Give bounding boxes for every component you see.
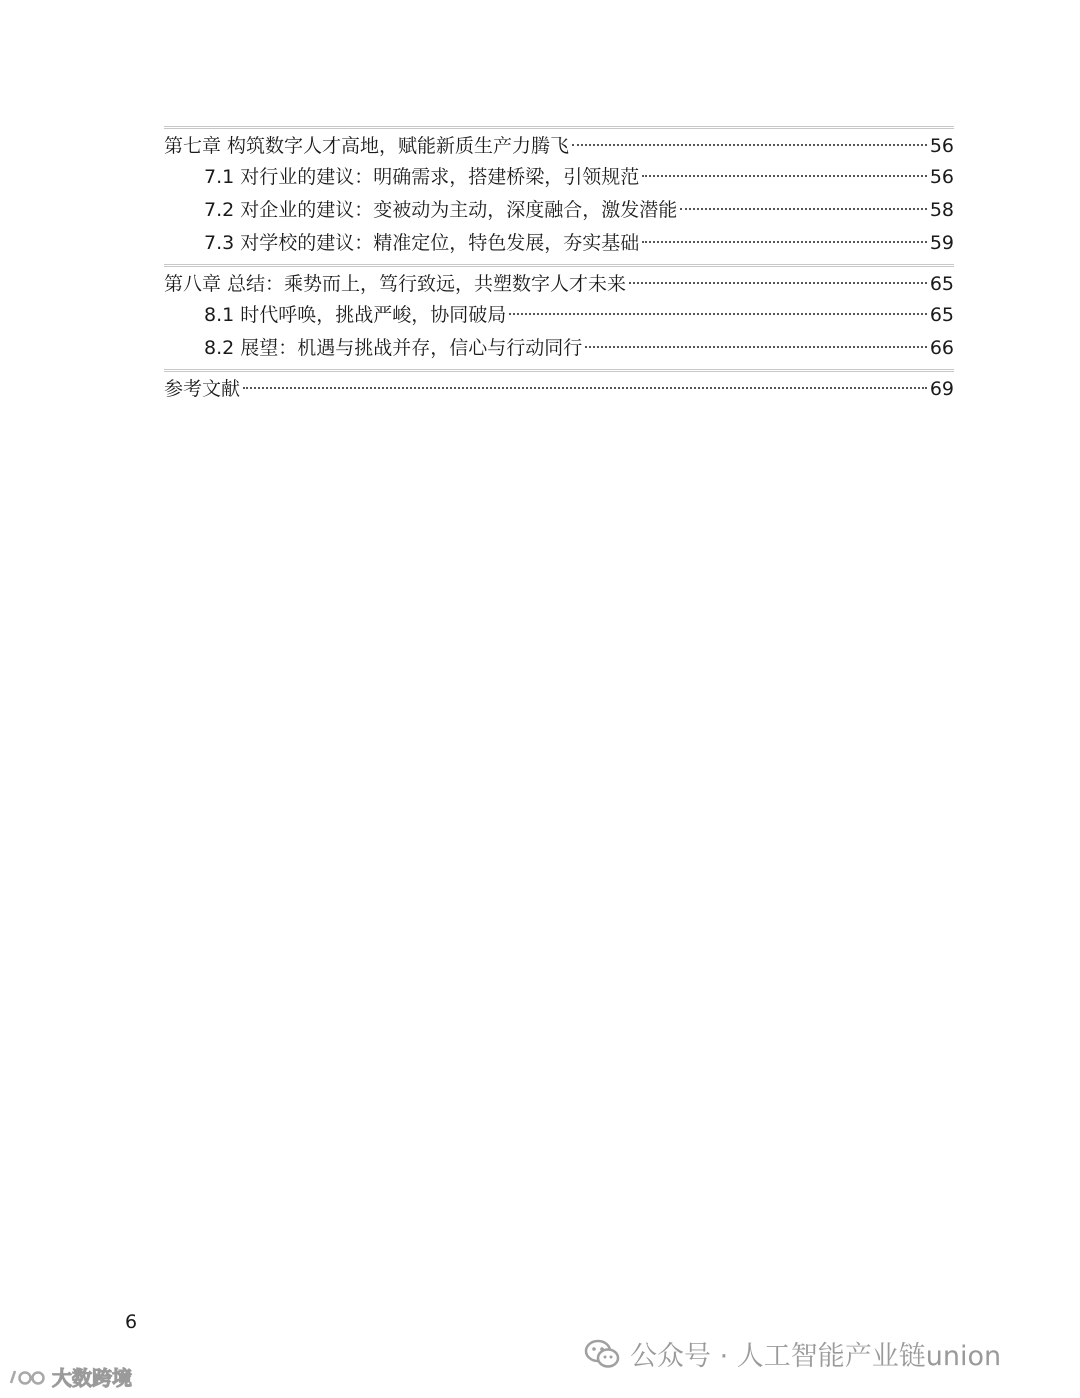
dot-leader — [642, 175, 927, 177]
table-of-contents — [164, 126, 954, 404]
toc-entry-chapter[interactable] — [164, 131, 954, 161]
dot-leader — [629, 282, 927, 284]
dot-leader — [642, 241, 927, 243]
brand-mark-icon — [8, 1365, 48, 1389]
toc-entry-chapter[interactable] — [164, 374, 954, 404]
toc-group-chapter-8 — [164, 264, 954, 365]
toc-entry-section[interactable] — [164, 194, 954, 227]
toc-entry-page: 66 — [929, 337, 954, 359]
toc-entry-page: 59 — [929, 232, 954, 254]
toc-entry-page: 56 — [929, 135, 954, 157]
toc-entry-section[interactable] — [164, 299, 954, 332]
toc-group-references — [164, 369, 954, 404]
toc-entry-page: 65 — [929, 273, 954, 295]
watermark-account-text: 公众号 · 人工智能产业链union — [630, 1341, 1002, 1372]
toc-entry-title: 7.2 对企业的建议：变被动为主动，深度融合，激发潜能 — [204, 199, 678, 221]
toc-entry-title: 8.2 展望：机遇与挑战并存，信心与行动同行 — [204, 337, 583, 359]
toc-entry-page: 65 — [929, 304, 954, 326]
watermark-account — [584, 1334, 1001, 1373]
toc-entry-page: 56 — [929, 166, 954, 188]
watermark-brand-text: 大数跨境 — [52, 1366, 132, 1390]
toc-entry-title: 参考文献 — [164, 378, 241, 400]
toc-entry-title: 第八章 总结：乘势而上，笃行致远，共塑数字人才未来 — [164, 273, 627, 295]
page-number: 6 — [125, 1311, 138, 1333]
dot-leader — [572, 144, 927, 146]
wechat-icon — [584, 1338, 620, 1370]
toc-entry-section[interactable] — [164, 161, 954, 194]
toc-entry-page: 58 — [929, 199, 954, 221]
dot-leader — [243, 387, 927, 389]
toc-entry-page: 69 — [929, 378, 954, 400]
dot-leader — [680, 208, 927, 210]
dot-leader — [585, 346, 927, 348]
toc-entry-section[interactable] — [164, 227, 954, 260]
toc-group-chapter-7 — [164, 126, 954, 260]
toc-entry-title: 7.3 对学校的建议：精准定位，特色发展，夯实基础 — [204, 232, 640, 254]
dot-leader — [509, 313, 927, 315]
toc-entry-title: 7.1 对行业的建议：明确需求，搭建桥梁，引领规范 — [204, 166, 640, 188]
toc-entry-section[interactable] — [164, 332, 954, 365]
toc-entry-chapter[interactable] — [164, 269, 954, 299]
watermark-brand — [8, 1362, 132, 1391]
toc-entry-title: 8.1 时代呼唤，挑战严峻，协同破局 — [204, 304, 507, 326]
toc-entry-title: 第七章 构筑数字人才高地，赋能新质生产力腾飞 — [164, 135, 570, 157]
